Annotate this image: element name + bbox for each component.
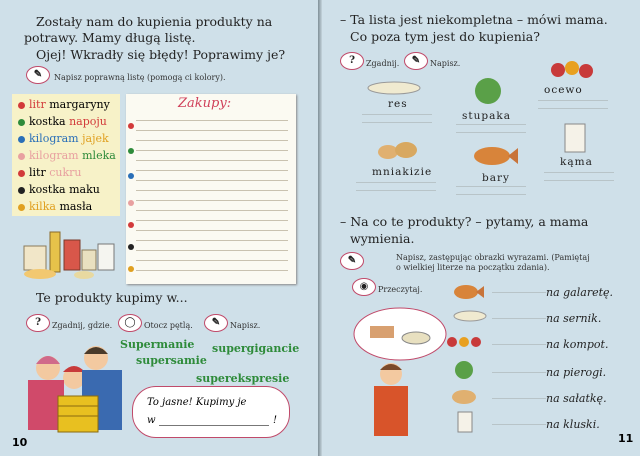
cabbage-small-illustration (452, 360, 476, 380)
fish-small-illustration (452, 282, 486, 302)
answer-text: na kompot. (546, 338, 609, 351)
word-label: ocewo (544, 84, 583, 96)
loop-icon: ◯ (118, 314, 142, 332)
fish-illustration (472, 144, 520, 168)
cheese-illustration (366, 80, 422, 96)
potato-small-illustration (450, 388, 478, 406)
intro-line-1: Zostały nam do kupienia produkty na (36, 14, 273, 29)
list-item: kilogram jajek (18, 132, 109, 145)
pencil-icon: ✎ (204, 314, 228, 332)
instruction-2: o wielkiej literze na początku zdania). (396, 263, 550, 272)
flour-illustration (562, 122, 588, 154)
word-label: kąma (560, 156, 593, 168)
notepad-title: Zakupy: (178, 96, 232, 111)
answer-text: na sernik. (546, 312, 602, 325)
shopping-list-box (12, 94, 120, 216)
list-item: kilka masła (18, 200, 92, 213)
list-item: kostka napoju (18, 115, 107, 128)
shop-name[interactable]: superekspresie (196, 372, 290, 385)
word-label: mniakizie (372, 166, 433, 178)
bubble-w: w (147, 415, 156, 426)
instruction: Napisz poprawną listę (pomogą ci kolory). (54, 73, 226, 82)
notepad (126, 94, 296, 284)
list-item: kilogram mleka (18, 149, 116, 162)
cabbage-illustration (470, 76, 506, 106)
instr-guess: Zgadnij. (366, 59, 400, 68)
fruit-illustration (548, 56, 598, 80)
bubble-text: To jasne! Kupimy je (147, 397, 247, 408)
instr-circle: Otocz pętlą. (144, 321, 193, 330)
instr-guess: Zgadnij, gdzie. (52, 321, 113, 330)
word-label: bary (482, 172, 510, 184)
instr-write: Napisz. (230, 321, 261, 330)
list-item: litr cukru (18, 166, 81, 179)
speech-bubble: To jasne! Kupimy je w ! (132, 386, 290, 438)
instr-write: Napisz. (430, 59, 461, 68)
instr-read: Przeczytaj. (378, 285, 423, 294)
word-label: stupaka (462, 110, 511, 122)
family-illustration (18, 340, 128, 436)
answer-text: na kluski. (546, 418, 600, 431)
pencil-icon: ✎ (340, 252, 364, 270)
answer-line[interactable] (159, 425, 269, 426)
pencil-icon: ✎ (26, 66, 50, 84)
page-number: 11 (618, 432, 634, 445)
intro-line-3: Ojej! Wkradły się błędy! Poprawimy je? (36, 47, 286, 62)
word-label: res (388, 98, 408, 110)
cheese-small-illustration (452, 308, 488, 324)
potatoes-illustration (376, 138, 420, 164)
pencil-icon: ✎ (404, 52, 428, 70)
page-number: 10 (12, 436, 28, 449)
question-line-1: – Ta lista jest niekompletna – mówi mama. (340, 12, 608, 27)
answer-text: na pierogi. (546, 366, 607, 379)
page-right (322, 0, 640, 456)
instruction-1: Napisz, zastępując obrazki wyrazami. (Pamiętaj (396, 253, 590, 262)
dishes-bubble (352, 306, 448, 362)
question-icon: ? (26, 314, 50, 332)
list-item: kostka maku (18, 183, 100, 196)
question-line-3: – Na co te produkty? – pytamy, a mama (340, 214, 589, 229)
shop-name[interactable]: supersamie (136, 354, 207, 367)
flour-small-illustration (456, 410, 474, 434)
page-left (0, 0, 318, 456)
fruit-small-illustration (444, 334, 484, 350)
subheading: Te produkty kupimy w... (36, 290, 188, 305)
eye-icon: ◉ (352, 278, 376, 296)
answer-text: na galaretę. (546, 286, 614, 299)
question-icon: ? (340, 52, 364, 70)
intro-line-2: potrawy. Mamy długą listę. (24, 30, 196, 45)
question-line-2: Co poza tym jest do kupienia? (350, 29, 540, 44)
mother-illustration (366, 360, 416, 436)
answer-text: na sałatkę. (546, 392, 607, 405)
shop-name[interactable]: Supermanie (120, 338, 195, 351)
groceries-illustration (20, 222, 120, 280)
question-line-4: wymienia. (350, 231, 415, 246)
list-item: litr margaryny (18, 98, 110, 111)
shop-name[interactable]: supergigancie (212, 342, 300, 355)
